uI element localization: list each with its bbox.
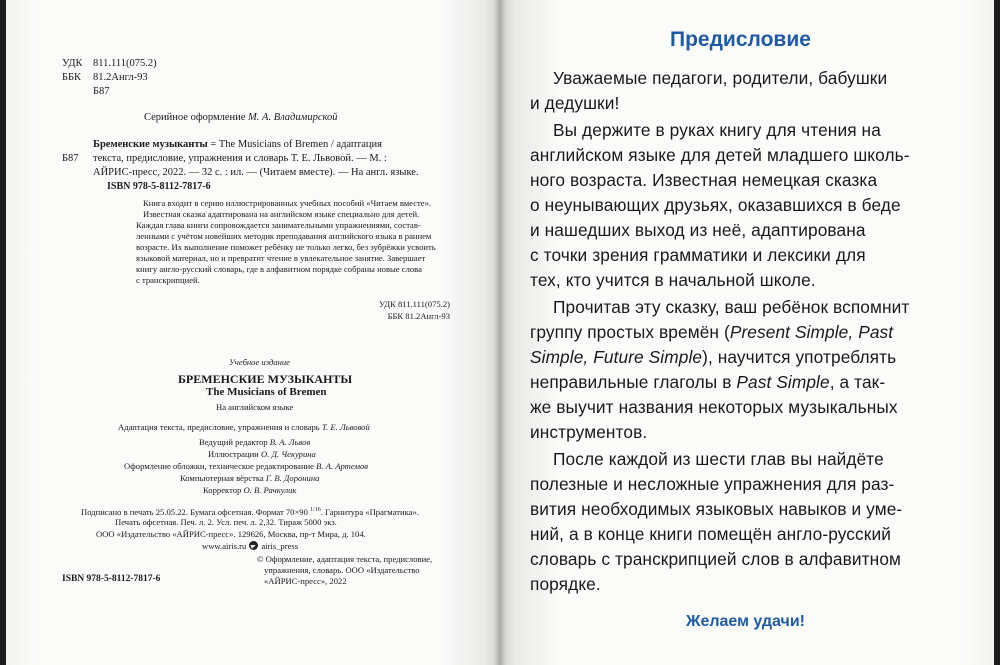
credit-line <box>124 461 368 472</box>
text-line: После каждой из шести глав вы найдёте <box>553 449 884 469</box>
credit-line <box>203 485 296 496</box>
credit-line <box>208 449 316 460</box>
telegram-icon <box>249 541 258 550</box>
text-line: Уважаемые педагоги, родители, бабушки <box>553 68 888 88</box>
annotation-line: с транскрипцией. <box>136 275 200 285</box>
credit-role: Ведущий редактор <box>199 437 268 447</box>
text-line: вития необходимых языковых навыков и уме- <box>530 499 903 519</box>
biblio-line-2: текста, предисловие, упражнения и словарь Т. Е. Львовой. — М. : <box>93 153 387 164</box>
text-line: и нашедших выход из неё, адаптирована <box>530 220 866 240</box>
text-line: порядке. <box>530 574 601 594</box>
text-span-italic: Present Simple, Past <box>729 322 894 342</box>
text-line: и дедушки! <box>530 93 620 113</box>
print-line-1b: . Гарнитура «Прагматика». <box>320 506 419 517</box>
text-line: тех, кто учится в начальной школе. <box>530 270 816 290</box>
text-span-italic: Past Simple <box>736 372 830 392</box>
text-line: английском языке для детей младшего школь- <box>530 145 910 165</box>
bbk-value: 81.2Англ-93 <box>93 72 148 83</box>
text-line: полезные и несложные упражнения для раз- <box>530 474 895 494</box>
credit-name: В. А. Львов <box>269 437 311 447</box>
annotation-line: Книга входит в серию иллюстрированных учебных пособий «Читаем вместе». <box>143 198 432 208</box>
annotation-line: Известная сказка адаптирована на английском языке специально для детей. <box>143 209 420 219</box>
annotation-line: Каждая глава книги сопровождается занимательными упражнениями, состав- <box>136 220 421 230</box>
series-design-prefix: Серийное оформление <box>144 112 246 123</box>
text-line: Прочитав эту сказку, ваш ребёнок вспомнит <box>553 297 910 317</box>
text-line: с точки зрения грамматики и лексики для <box>530 245 866 265</box>
print-line-2: Печать офсетная. Печ. л. 2. Усл. печ. л. 2,32. Тираж 5000 экз. <box>115 517 337 527</box>
contacts-line <box>202 541 298 552</box>
annotation-line: ленными с учётом новейших методик преподавания английского языка в раннем <box>136 231 432 241</box>
language-note: На английском языке <box>216 402 294 412</box>
title-ru: БРЕМЕНСКИЕ МУЗЫКАНТЫ <box>178 372 353 386</box>
adaptation-name: Т. Е. Львовой <box>321 422 370 432</box>
credit-name: Г. В. Доронина <box>265 473 320 483</box>
copyright-line: © Оформление, адаптация текста, предисловие, <box>257 554 433 564</box>
text-line <box>530 372 885 393</box>
isbn-line: ISBN 978-5-8112-7817-6 <box>107 181 211 192</box>
text-line: же выучит названия некоторых музыкальных <box>530 397 898 417</box>
print-line-1a: Подписано в печать 25.05.22. Бумага офсетная. Формат 70×90 <box>81 506 311 517</box>
text-line: словарь с транскрипцией слов в алфавитном <box>530 549 902 569</box>
bbk-right: ББК 81.2Англ-93 <box>387 311 450 321</box>
biblio-mark: Б87 <box>62 153 79 164</box>
text-line <box>530 347 896 368</box>
text-span: неправильные глаголы в <box>530 372 737 392</box>
text-span-italic: Simple, Future Simple <box>530 347 703 367</box>
series-design <box>144 111 338 124</box>
text-line <box>530 322 893 343</box>
title-en: The Musicians of Bremen <box>206 386 327 398</box>
biblio-line-3: АЙРИС-пресс, 2022. — 32 с. : ил. — (Читаем вместе). — На англ. языке. <box>93 167 419 178</box>
udk-value: 811.111(075.2) <box>93 58 157 69</box>
book-gutter <box>494 0 506 665</box>
bbk-label: ББК <box>62 72 82 83</box>
adaptation-line <box>118 422 370 433</box>
copyright-line: упражнения, словарь. ООО «Издательство <box>264 565 420 575</box>
print-fraction: 1/16 <box>310 507 321 513</box>
edition-type: Учебное издание <box>229 357 290 367</box>
credit-line <box>180 473 319 484</box>
text-line: Вы держите в руках книгу для чтения на <box>553 120 881 140</box>
text-line: ний, а в конце книги помещён англо-русский <box>530 524 891 544</box>
closing-wish: Желаем удачи! <box>686 613 805 630</box>
series-design-name: М. А. Владимирской <box>248 112 338 123</box>
annotation-line: языковой материал, но и превратит чтение в увлекательное занятие. Завершает <box>136 253 426 263</box>
text-span: ), научится употреблять <box>702 347 897 367</box>
biblio-line-1 <box>93 138 382 151</box>
annotation-line: книгу англо-русский словарь, где в алфавитном порядке собраны новые слова <box>136 264 422 274</box>
credit-name: В. А. Артемов <box>316 461 368 471</box>
biblio-title: Бременские музыканты <box>93 139 208 150</box>
text-line: инструментов. <box>530 422 648 442</box>
udk-label: УДК <box>62 58 83 69</box>
annotation-line: возрасте. Их выполнение поможет ребёнку не только легко, без зубрёжки усвоить <box>136 242 436 252</box>
left-page <box>6 0 500 665</box>
credit-name: О. Д. Чекурина <box>260 449 316 459</box>
text-span: группу простых времён ( <box>530 322 730 342</box>
copyright-line: «АЙРИС-пресс», 2022 <box>264 576 347 586</box>
publisher-line: ООО «Издательство «АЙРИС-пресс». 129626, Москва, пр-т Мира, д. 104. <box>96 529 366 539</box>
udk-right: УДК 811.111(075.2) <box>379 299 450 309</box>
credit-role: Корректор <box>203 485 242 495</box>
text-span: , а так- <box>829 372 886 392</box>
telegram-handle[interactable]: airis_press <box>261 541 299 551</box>
credit-role: Оформление обложки, техническое редактирование <box>124 461 314 471</box>
credit-line <box>199 437 310 448</box>
text-line: о неунывающих друзьях, оказавшихся в беде <box>530 195 901 215</box>
website[interactable]: www.airis.ru <box>202 541 247 551</box>
isbn-bottom: ISBN 978-5-8112-7817-6 <box>62 574 161 584</box>
credit-name: О. В. Рачкулик <box>243 485 297 495</box>
adaptation-prefix: Адаптация текста, предисловие, упражнения и словарь <box>118 422 320 432</box>
text-line: ного возраста. Известная немецкая сказка <box>530 170 878 190</box>
biblio-line-1-rest: = The Musicians of Bremen / адаптация <box>207 139 382 150</box>
credit-role: Компьютерная вёрстка <box>180 473 264 483</box>
credit-role: Иллюстрации <box>208 449 259 459</box>
author-mark: Б87 <box>93 86 110 97</box>
preface-heading: Предисловие <box>670 28 811 51</box>
right-page <box>500 0 994 665</box>
